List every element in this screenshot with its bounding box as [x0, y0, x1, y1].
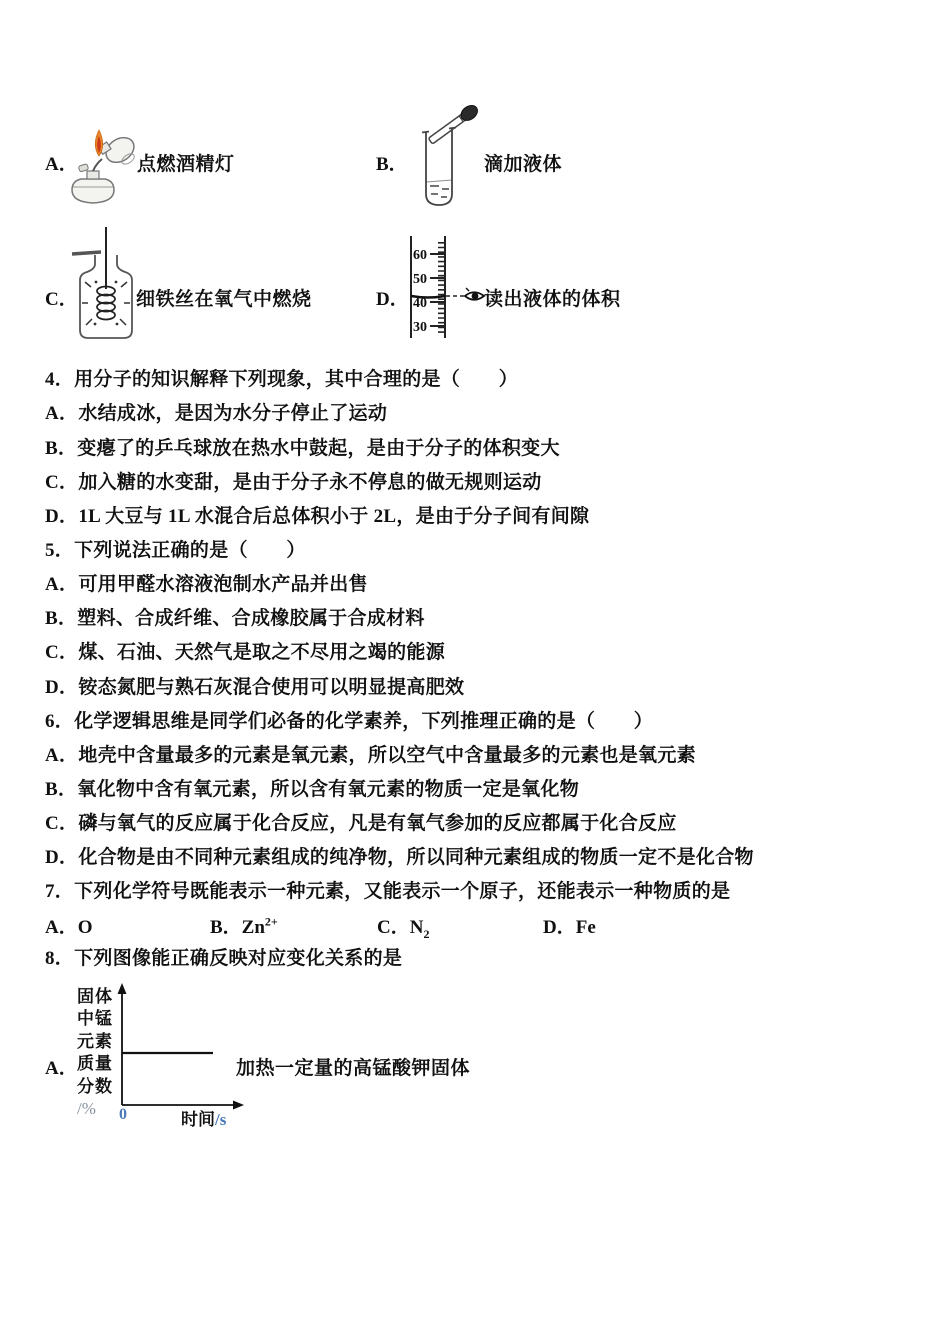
q8-chart-xlabel	[181, 1105, 226, 1130]
figure-c-label: C．	[45, 289, 78, 310]
q6-stem: 6．化学逻辑思维是同学们必备的化学素养，下列推理正确的是（ ）	[45, 711, 654, 732]
ylabel-line-3: 元素	[77, 1031, 113, 1051]
q5-option-b: B．塑料、合成纤维、合成橡胶属于合成材料	[45, 608, 425, 629]
liquid-dashes	[430, 186, 449, 197]
q8-stem: 8．下列图像能正确反映对应变化关系的是	[45, 948, 403, 969]
glass-cover	[72, 252, 101, 254]
dropper-test-tube-figure	[398, 96, 488, 218]
ylabel-unit: /%	[77, 1099, 96, 1119]
y-axis-arrow	[118, 983, 127, 994]
ylabel-line-5: 分数	[77, 1076, 113, 1096]
q7-option-b	[210, 912, 278, 939]
q6-option-b: B．氧化物中含有氧元素，所以含有氧元素的物质一定是氧化物	[45, 779, 580, 800]
q7-option-b-superscript: 2+	[264, 914, 278, 929]
alcohol-lamp-figure	[66, 126, 140, 214]
q5-option-a: A．可用甲醛水溶液泡制水产品并出售	[45, 574, 368, 595]
tick-label-60: 60	[413, 248, 427, 263]
q5-option-d: D．铵态氮肥与熟石灰混合使用可以明显提高肥效	[45, 677, 465, 698]
ylabel-line-2: 中锰	[77, 1009, 113, 1029]
q7-option-c-text: C．N	[377, 917, 424, 938]
q8-chart-origin: 0	[119, 1106, 127, 1123]
tick-label-40: 40	[413, 296, 427, 311]
xlabel-unit: /s	[215, 1110, 227, 1129]
q7-option-b-text: B．Zn	[210, 917, 265, 938]
iron-wire-in-oxygen-figure	[70, 227, 142, 345]
q5-stem: 5．下列说法正确的是（ ）	[45, 540, 306, 561]
figure-c-caption: 细铁丝在氧气中燃烧	[136, 289, 312, 310]
xlabel-text: 时间	[181, 1110, 215, 1129]
q6-option-c: C．磷与氧气的反应属于化合反应，凡是有氧气参加的反应都属于化合反应	[45, 813, 677, 834]
q7-option-c	[377, 912, 429, 939]
tick-label-50: 50	[413, 272, 427, 287]
q7-option-a-text: A．O	[45, 917, 93, 938]
tilted-lamp	[98, 133, 138, 168]
tick-label-30: 30	[413, 320, 427, 335]
figure-a-label: A．	[45, 154, 78, 175]
figure-a-caption: 点燃酒精灯	[137, 154, 235, 175]
q4-option-c: C．加入糖的水变甜，是由于分子永不停息的做无规则运动	[45, 472, 542, 493]
q7-stem: 7．下列化学符号既能表示一种元素，又能表示一个原子，还能表示一种物质的是	[45, 881, 731, 902]
dropper	[427, 102, 481, 146]
ylabel-line-4: 质量	[77, 1054, 113, 1074]
q4-option-b: B．变瘪了的乒乓球放在热水中鼓起，是由于分子的体积变大	[45, 438, 560, 459]
q8-chart	[110, 983, 250, 1115]
liquid-level	[411, 296, 445, 298]
wire-coil	[97, 287, 115, 320]
q6-option-d: D．化合物是由不同种元素组成的纯净物，所以同种元素组成的物质一定不是化合物	[45, 847, 754, 868]
q8-option-a-label: A．	[45, 1058, 78, 1079]
upright-lamp	[72, 159, 114, 203]
q7-option-d	[543, 912, 596, 939]
figure-b-label: B．	[376, 154, 408, 175]
q8-option-a-caption: 加热一定量的高锰酸钾固体	[236, 1058, 471, 1079]
q5-option-c: C．煤、石油、天然气是取之不尽用之竭的能源	[45, 642, 446, 663]
q4-option-a: A．水结成冰，是因为水分子停止了运动	[45, 403, 388, 424]
q7-option-a	[45, 912, 93, 939]
eye-icon	[465, 288, 484, 300]
figure-b-caption: 滴加液体	[484, 154, 563, 175]
q4-option-d: D．1L 大豆与 1L 水混合后总体积小于 2L，是由于分子间有间隙	[45, 506, 590, 527]
q7-option-d-text: D．Fe	[543, 917, 596, 938]
q6-option-a: A．地壳中含量最多的元素是氧元素，所以空气中含量最多的元素也是氧元素	[45, 745, 696, 766]
x-axis-arrow	[233, 1101, 244, 1110]
figure-d-caption: 读出液体的体积	[484, 289, 621, 310]
wick	[93, 159, 102, 171]
figure-d-label: D．	[376, 289, 409, 310]
q7-option-c-subscript: 2	[423, 926, 430, 941]
ylabel-line-1: 固体	[77, 987, 113, 1006]
q4-stem: 4．用分子的知识解释下列现象，其中合理的是（ ）	[45, 369, 519, 390]
